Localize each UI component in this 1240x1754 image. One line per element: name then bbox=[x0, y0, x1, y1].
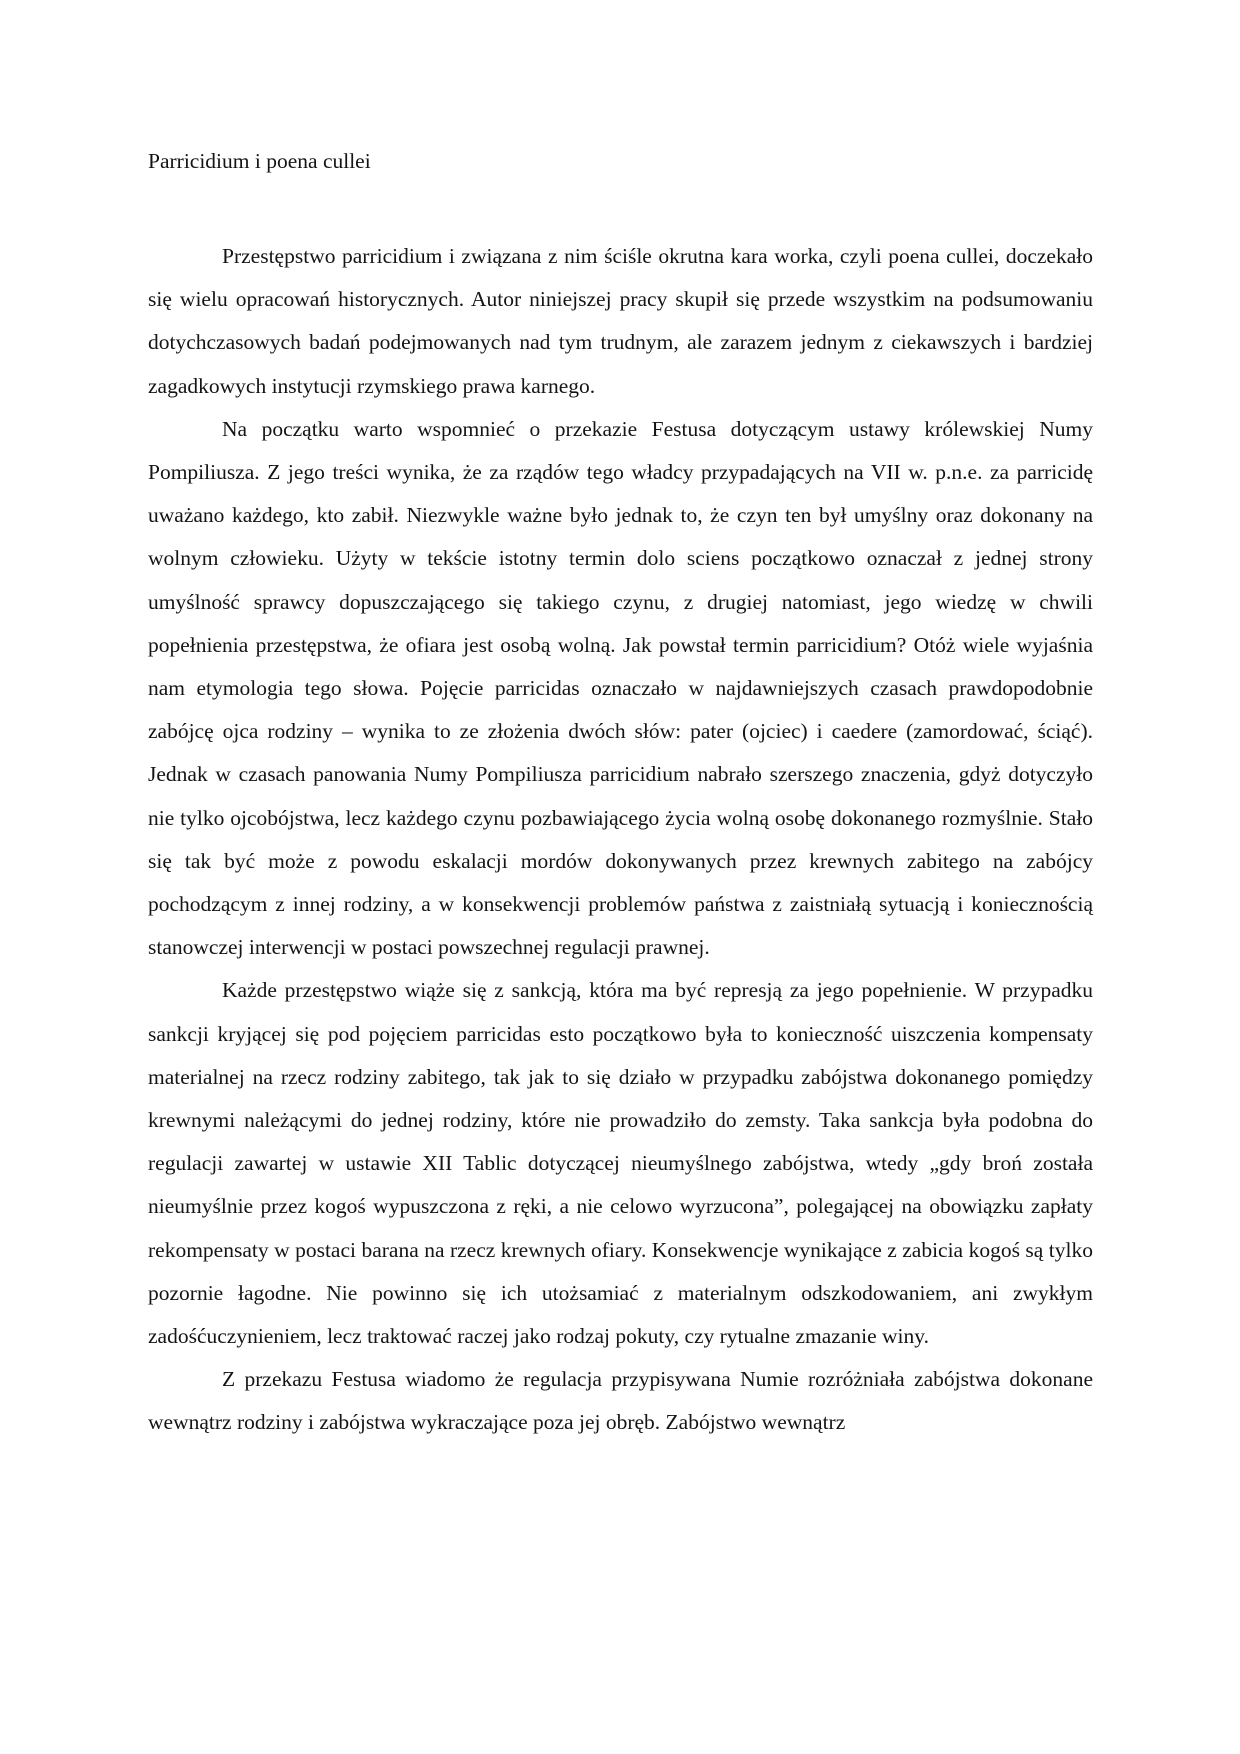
document-title: Parricidium i poena cullei bbox=[148, 149, 371, 173]
paragraph-4: Z przekazu Festusa wiadomo że regulacja przypisywana Numie rozróżniała zabójstwa dokonane wewnątrz rodziny i zabójstwa wykraczające poza jej obręb. Zabójstwo wewnątrz bbox=[148, 1367, 1093, 1435]
document-body bbox=[148, 235, 1093, 1445]
paragraph-2: Na początku warto wspomnieć o przekazie Festusa dotyczącym ustawy królewskiej Numy Pompiliusza. Z jego treści wynika, że za rządów tego władcy przypadających na VII w. p.n.e. za parricidę uważano każdego, kto zabił. Niezwykle ważne było jednak to, że czyn ten był umyślny oraz dokonany na wolnym człowieku. Użyty w tekście istotny termin dolo sciens początkowo oznaczał z jednej strony umyślność sprawcy dopuszczającego się takiego czynu, z drugiej natomiast, jego wiedzę w chwili popełnienia przestępstwa, że ofiara jest osobą wolną. Jak powstał termin parricidium? Otóż wiele wyjaśnia nam etymologia tego słowa. Pojęcie parricidas oznaczało w najdawniejszych czasach prawdopodobnie zabójcę ojca rodziny – wynika to ze złożenia dwóch słów: pater (ojciec) i caedere (zamordować, ściąć). Jednak w czasach panowania Numy Pompiliusza parricidium nabrało szerszego znaczenia, gdyż dotyczyło nie tylko ojcobójstwa, lecz każdego czynu pozbawiającego życia wolną osobę dokonanego rozmyślnie. Stało się tak być może z powodu eskalacji mordów dokonywanych przez krewnych zabitego na zabójcy pochodzącym z innej rodziny, a w konsekwencji problemów państwa z zaistniałą sytuacją i koniecznością stanowczej interwencji w postaci powszechnej regulacji prawnej. bbox=[148, 416, 1093, 960]
paragraph-1: Przestępstwo parricidium i związana z nim ściśle okrutna kara worka, czyli poena cullei, doczekało się wielu opracowań historycznych. Autor niniejszej pracy skupił się przede wszystkim na podsumowaniu dotychczasowych badań podejmowanych nad tym trudnym, ale zarazem jednym z ciekawszych i bardziej zagadkowych instytucji rzymskiego prawa karnego. bbox=[148, 244, 1093, 398]
paragraph-3: Każde przestępstwo wiąże się z sankcją, która ma być represją za jego popełnienie. W przypadku sankcji kryjącej się pod pojęciem parricidas esto początkowo była to konieczność uiszczenia kompensaty materialnej na rzecz rodziny zabitego, tak jak to się działo w przypadku zabójstwa dokonanego pomiędzy krewnymi należącymi do jednej rodziny, które nie prowadziło do zemsty. Taka sankcja była podobna do regulacji zawartej w ustawie XII Tablic dotyczącej nieumyślnego zabójstwa, wtedy „gdy broń została nieumyślnie przez kogoś wypuszczona z ręki, a nie celowo wyrzucona”, polegającej na obowiązku zapłaty rekompensaty w postaci barana na rzecz krewnych ofiary. Konsekwencje wynikające z zabicia kogoś są tylko pozornie łagodne. Nie powinno się ich utożsamiać z materialnym odszkodowaniem, ani zwykłym zadośćuczynieniem, lecz traktować raczej jako rodzaj pokuty, czy rytualne zmazanie winy. bbox=[148, 978, 1093, 1349]
